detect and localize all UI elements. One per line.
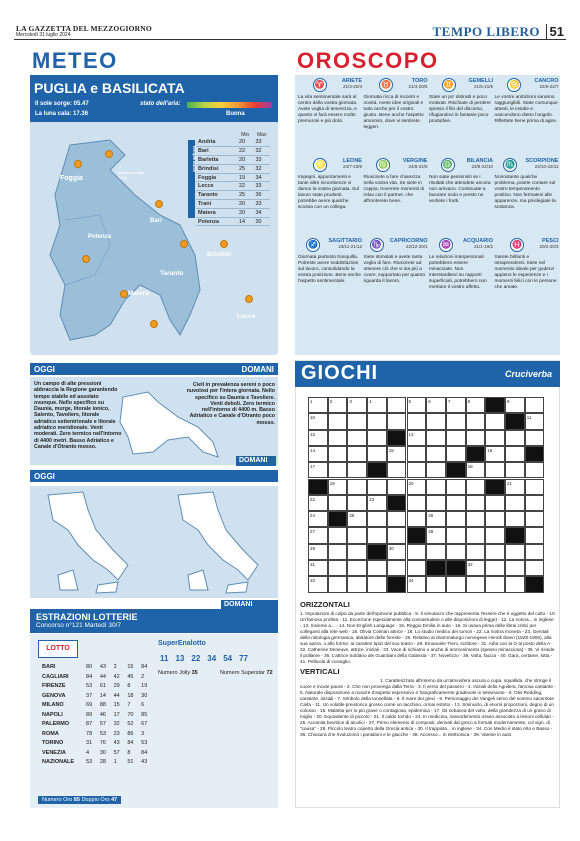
crossword-black-cell <box>525 576 545 592</box>
sunrise-text: Il sole sorge: 05.47 <box>35 101 89 107</box>
crossword-cell[interactable]: 20 <box>407 479 427 495</box>
crossword-cell[interactable] <box>328 430 348 446</box>
crossword-cell[interactable]: 30 <box>387 544 407 560</box>
lotterie-header <box>30 609 278 633</box>
sun-icon <box>105 150 113 158</box>
crossword-cell[interactable] <box>426 413 446 429</box>
crossword-cell[interactable] <box>387 511 407 527</box>
crossword-cell[interactable] <box>466 413 486 429</box>
map-label-lecce: Lecce <box>237 313 256 320</box>
crossword-black-cell <box>367 462 387 478</box>
crossword-cell[interactable] <box>525 397 545 413</box>
crossword-cell[interactable] <box>347 560 367 576</box>
horoscope-sign-gemelli: ♊ GEMELLI 21/5-21/6 State un po' distratti e poco motivati. Rischiate di perdere spesso il filo del discorso, rifugiandovi in fantasie poco produttive. <box>429 78 493 124</box>
crossword-cell[interactable] <box>347 495 367 511</box>
crossword-cell[interactable] <box>525 479 545 495</box>
table-row: FIRENZE 53 61 29 8 19 <box>42 683 148 689</box>
zodiac-icon: ♏ <box>503 158 517 172</box>
oggi-header: OGGI DOMANI <box>30 363 278 375</box>
issue-date: Mercoledì 31 luglio 2024 <box>16 32 71 38</box>
puglia-map <box>40 125 210 350</box>
crossword-cell[interactable] <box>446 479 466 495</box>
zodiac-icon: ♎ <box>441 158 455 172</box>
crossword-cell[interactable]: 29 <box>308 544 328 560</box>
crossword-black-cell <box>308 479 328 495</box>
table-row: GENOVA 37 14 44 18 30 <box>42 692 148 699</box>
crossword-cell[interactable]: 6 <box>426 397 446 413</box>
region-title: PUGLIA e BASILICATA <box>34 80 185 96</box>
table-row: NAZIONALE 53 28 1 51 43 <box>42 759 148 765</box>
crossword-cell[interactable] <box>347 446 367 462</box>
crossword-cell[interactable] <box>328 527 348 543</box>
crossword-cell[interactable] <box>347 479 367 495</box>
page-number: 51 <box>546 24 564 39</box>
crossword-black-cell <box>505 527 525 543</box>
air-label: stato dell'aria: <box>140 101 181 107</box>
superenalotto-number: 54 <box>223 654 233 663</box>
col-max: Max <box>257 132 267 138</box>
crossword-cell[interactable] <box>485 544 505 560</box>
crossword-cell[interactable] <box>367 446 387 462</box>
crossword-cell[interactable] <box>367 413 387 429</box>
crossword-black-cell <box>387 495 407 511</box>
crossword-cell[interactable] <box>466 544 486 560</box>
table-row: Potenza 14 30 <box>196 217 270 226</box>
table-row: NAPOLI 89 46 17 70 85 <box>42 711 148 718</box>
crossword-cell[interactable]: 7 <box>446 397 466 413</box>
zodiac-icon: ♓ <box>510 238 524 252</box>
zodiac-icon: ♐ <box>306 238 320 252</box>
crossword-cell[interactable] <box>407 511 427 527</box>
crossword-cell[interactable] <box>387 413 407 429</box>
crossword-cell[interactable] <box>407 446 427 462</box>
crossword-black-cell <box>407 527 427 543</box>
horoscope-sign-capricorno: ♑ CAPRICORNO 22/12-20/1 Siete stimolati e avete tanta voglia di fare. Riuscirete ad ottenere ciò che vi sta più a cuore, sopportato per quanto riguarda il lavoro. <box>363 238 428 284</box>
oroscopo-title: OROSCOPO <box>297 48 439 73</box>
crossword-cell[interactable] <box>426 430 446 446</box>
crossword-cell[interactable] <box>525 430 545 446</box>
crossword-cell[interactable] <box>387 462 407 478</box>
crossword-cell[interactable]: 15 <box>387 446 407 462</box>
crossword-cell[interactable] <box>505 495 525 511</box>
lotterie-subtitle: Concorso n°121 Martedì 30/7 <box>36 622 121 629</box>
crossword-cell[interactable] <box>466 527 486 543</box>
giochi-header <box>295 361 560 387</box>
crossword-cell[interactable] <box>446 511 466 527</box>
crossword-cell[interactable] <box>446 495 466 511</box>
crossword-black-cell <box>446 560 466 576</box>
crossword-cell[interactable] <box>328 560 348 576</box>
crossword-cell[interactable] <box>505 576 525 592</box>
crossword-cell[interactable]: 24 <box>308 511 328 527</box>
table-row: CAGLIARI 84 44 42 45 2 <box>42 673 145 680</box>
table-row: Brindisi 25 32 <box>196 164 270 173</box>
zodiac-icon: ♍ <box>376 158 390 172</box>
crossword-cell[interactable]: 11 <box>525 413 545 429</box>
air-quality-scale <box>187 102 272 108</box>
crossword-cell[interactable] <box>525 511 545 527</box>
superenalotto-logo: SuperEnalotto <box>158 640 206 647</box>
table-row: PALERMO 87 57 32 52 67 <box>42 721 148 727</box>
map-label-taranto: Taranto <box>160 270 184 277</box>
crossword-cell[interactable] <box>446 446 466 462</box>
map-label-bat: Barletta Andria Trani <box>118 170 145 180</box>
map-label-matera: Matera <box>128 290 149 297</box>
table-row: Foggia 19 34 <box>196 173 270 182</box>
italy-map-domani <box>168 490 268 596</box>
crossword-cell[interactable] <box>426 446 446 462</box>
superenalotto-number: 34 <box>207 654 217 663</box>
crossword-black-cell <box>466 446 486 462</box>
crossword-cell[interactable]: 28 <box>426 527 446 543</box>
zodiac-icon: ♌ <box>313 158 327 172</box>
zodiac-icon: ♉ <box>379 78 393 92</box>
crossword-cell[interactable]: 21 <box>505 479 525 495</box>
crossword-cell[interactable]: 17 <box>308 462 328 478</box>
superenalotto-numbers <box>158 654 250 663</box>
oggi-header-italy: OGGI <box>30 470 278 482</box>
crossword-cell[interactable] <box>387 479 407 495</box>
crossword-cell[interactable] <box>485 511 505 527</box>
horoscope-sign-cancro: ♋ CANCRO 22/6-22/7 Le vostre ambizioni saranno raggiungibili. State comunque attenti, le insidie e nascondono dietro l'angolo. Riflettete bene prima di agire. <box>494 78 559 124</box>
crossword-cell[interactable]: 14 <box>308 446 328 462</box>
crossword-cell[interactable]: 4 <box>367 397 387 413</box>
crossword-definitions <box>300 598 556 738</box>
jolly: Numero Jolly 35 <box>158 670 198 676</box>
crossword-cell[interactable] <box>446 544 466 560</box>
crossword-black-cell <box>485 479 505 495</box>
crossword-cell[interactable] <box>505 560 525 576</box>
sun-icon <box>150 320 158 328</box>
domani-text: Cieli in prevalenza sereni o poco nuvolosi per l'intera giornata. Nello specifico su Daunia e Tavoliere. Venti deboli. Zero termico nell'intorno di 4400 m. Basso Adriatico e Canale d'Otranto poco mosso. <box>186 382 275 426</box>
crossword-cell[interactable] <box>347 462 367 478</box>
domani-tab: DOMANI <box>236 456 276 466</box>
crossword-black-cell <box>387 576 407 592</box>
crossword-cell[interactable] <box>367 511 387 527</box>
zodiac-icon: ♋ <box>507 78 521 92</box>
sun-icon <box>245 295 253 303</box>
sun-icon <box>155 200 163 208</box>
horoscope-sign-leone: ♌ LEONE 23/7-23/8 Impegni, appuntamenti e tante altre incombenze vi danno la vostra giornata. Sul lavoro state prudenti, potrebbe avere qualche scossa con un collega. <box>298 158 362 210</box>
crossword-cell[interactable] <box>328 462 348 478</box>
map-label-foggia: Foggia <box>60 175 83 182</box>
moon-text: La luna cala: 17.36 <box>35 111 89 117</box>
cruciverba-label: Cruciverba <box>504 369 552 379</box>
lotterie-panel <box>30 634 278 808</box>
crossword-cell[interactable] <box>347 544 367 560</box>
horoscope-sign-scorpione: ♏ SCORPIONE 23/10-22/11 Nonostante qualche problema, potete contare sul vostro temperamento positivo. Non fermatevi alle apparenze, ma privilegiate la sostanza. <box>494 158 559 210</box>
crossword-cell[interactable]: 8 <box>466 397 486 413</box>
crossword-cell[interactable] <box>525 560 545 576</box>
sun-icon <box>74 160 82 168</box>
crossword-cell[interactable]: 3 <box>347 397 367 413</box>
crossword-cell[interactable] <box>525 495 545 511</box>
zodiac-icon: ♈ <box>313 78 327 92</box>
zodiac-icon: ♑ <box>370 238 384 252</box>
crossword-cell[interactable] <box>426 576 446 592</box>
col-min: Min <box>241 132 250 138</box>
crossword-cell[interactable] <box>505 544 525 560</box>
crossword-cell[interactable] <box>426 544 446 560</box>
lotto-table <box>38 662 153 769</box>
crossword-cell[interactable] <box>505 430 525 446</box>
crossword-cell[interactable] <box>446 527 466 543</box>
crossword-black-cell <box>446 462 466 478</box>
verticali-text: 1. Caratterizzato all'interno da un'atmosfera oscura o cupa, squallida, che stringe il cuore e incute paura - 2. Che non provenga dalla Terra - 3. Il verso del passero - 4. Iniziali dello Aguilera, famosa cantante - 5. Naturale disposizione a riuscire d'aspetto espressivo e fotograficamente gradevole in televisione - 6. Otis Redding, cantante, iniziali - 7. Simbolo della tonnellata - 8. Il mare dei greci - 9. Personaggio dei Vangeli servo del sommo sacerdote Caifa - 11. Un volatile preistorico grosso come un tacchino, ormai estinto - 13. Sminuirlo, di enorni proporzioni, degno di un colosso - 16. Malattia per lo più grave o contagiosa, epidemica - 17. Gli sebacea del volto, della grandezza di un grano di miglio - 20. Equivalente di piccolo - 21. Il caldo torrido - 24. In medicina, riassorbimento osseo associato a lesioni cellulari - 25. Accanita bevitrice di alcolici - 27. Primo elemento di composti, derivati dal greco a formati modernamente, col sign. di "causa" - 28. Piccolo teatro coperto della Grecia antica - 30. Il trappista... in inglese - 34. Con Medio è stato Alto e Basso - 36. Chiusura che rivoluzionò i pantaloni e le giacche - 38. Accesso... in elettronica - 39. Varese in auto <box>300 678 556 737</box>
table-row: VENEZIA 4 30 57 8 84 <box>42 749 148 756</box>
crossword-cell[interactable] <box>426 495 446 511</box>
crossword-cell[interactable] <box>466 430 486 446</box>
horoscope-sign-ariete: ♈ ARIETE 21/3-20/4 La vita sentimentale sarà al centro della vostra giornata. Avete voglia di tenerezza, e questo vi farà essere molto premurosi e più dolci. <box>298 78 362 124</box>
crossword-cell[interactable] <box>387 397 407 413</box>
crossword-cell[interactable]: 16 <box>485 446 505 462</box>
crossword-cell[interactable]: 1 <box>308 397 328 413</box>
crossword-cell[interactable]: 10 <box>308 413 328 429</box>
crossword-cell[interactable] <box>328 576 348 592</box>
crossword-cell[interactable] <box>446 430 466 446</box>
crossword-cell[interactable]: 5 <box>407 397 427 413</box>
table-row: Trani 20 33 <box>196 200 270 209</box>
oggi-text: Un campo di alte pressioni abbraccia la Regione garantendo tempo stabile ed assolato ovunque. Nello specifico su Daunia, murge, litorale ionico, Salento, Tavoliere, litorale adriatico settentrionale e litorale adriatico meridionale. Venti moderati. Zero termico nell'intorno di 4400 metri. Basso Adriatico e Canale d'Otranto mosso. <box>34 381 122 450</box>
meteo-title: METEO <box>32 48 118 73</box>
superstar: Numero Superstar 72 <box>220 670 273 676</box>
table-row: MILANO 69 88 15 7 6 <box>42 702 145 708</box>
crossword-cell[interactable] <box>525 462 545 478</box>
crossword-cell[interactable]: 12 <box>308 430 328 446</box>
table-row: Barletta 20 33 <box>196 156 270 165</box>
numero-oro: Numero Oro 85 Doppio Oro 47 <box>38 796 121 804</box>
crossword-cell[interactable] <box>485 430 505 446</box>
table-row: Lecce 22 33 <box>196 182 270 191</box>
crossword-grid[interactable] <box>308 397 544 593</box>
orizzontali-text: 1. Imputazioni di colpa da parte dell'opinione pubblica - 5. Il simulacro che rappresenta l'essere che è oggetto del culto - 10. Un'famoso profeta - 11. Eccezione (specialmente alla consuetudine o alle disposizioni di legge) - 12. La nonna... in inglese - 13. Insieme a... - 14. Non-English Language - 15. Reggio Emilia in auto - 16. Si usava prima delle librai critici per collegarsi alla rete web - 18. Olivia Colman attrice - 19. Lo studio medico dei tumori - 22. La nostra moneta - 23. Genitali della mitologia germanica, abitatore delle foreste - 26. Relativo al drammaturgo norvegese Henrik Ibsen (1828-1906), alla sua opera, o allo forme, ai caratteri tipici del suo teatro - 29. Emanuele Treni, scrittore - 31. Adìa con la O al posto della A - 32. Catherine Deneuve, attrice, iniziali - 33. Voce di richiamo o anche di ammonimento (spesso minacciosa) - 35. Vi risiede il pollame - 36. L'attrice Soldano dei Guardiani della Galassia - 37. Novelizzo - 39. Volta, faccia - 40. Gara, certame, lotta - 41. Pellicola di consiglio. <box>300 611 556 664</box>
lotto-logo: LOTTO <box>38 640 78 658</box>
crossword-black-cell <box>525 446 545 462</box>
crossword-cell[interactable] <box>485 576 505 592</box>
crossword-cell[interactable]: 9 <box>505 397 525 413</box>
sun-icon <box>220 240 228 248</box>
crossword-black-cell <box>387 430 407 446</box>
table-row: Andria 20 33 <box>196 138 270 147</box>
publication-name: LA GAZZETTA DEL MEZZOGIORNO <box>16 24 152 33</box>
crossword-cell[interactable] <box>367 527 387 543</box>
crossword-cell[interactable] <box>485 495 505 511</box>
crossword-cell[interactable] <box>485 560 505 576</box>
crossword-cell[interactable] <box>505 446 525 462</box>
table-row: Taranto 25 36 <box>196 191 270 200</box>
crossword-cell[interactable]: 23 <box>367 495 387 511</box>
zodiac-icon: ♒ <box>439 238 453 252</box>
crossword-cell[interactable] <box>485 413 505 429</box>
crossword-cell[interactable] <box>466 576 486 592</box>
horoscope-sign-vergine: ♍ VERGINE 24/8-22/9 Riuscirete a fare chiarezza nella vostra vita. Se siete in coppia, troverete momenti di relax con il partner, che affronterete bene. <box>363 158 428 204</box>
sun-icon <box>120 290 128 298</box>
oroscopo-panel <box>295 75 560 355</box>
crossword-cell[interactable] <box>525 527 545 543</box>
crossword-cell[interactable] <box>505 462 525 478</box>
zodiac-icon: ♊ <box>442 78 456 92</box>
crossword-cell[interactable] <box>407 495 427 511</box>
crossword-cell[interactable] <box>407 560 427 576</box>
crossword-cell[interactable] <box>347 527 367 543</box>
crossword-cell[interactable] <box>407 462 427 478</box>
sun-icon <box>180 240 188 248</box>
superenalotto-number: 22 <box>191 654 201 663</box>
crossword-cell[interactable] <box>387 560 407 576</box>
crossword-cell[interactable] <box>328 544 348 560</box>
table-row: BARI 80 43 2 15 84 <box>42 664 148 670</box>
giochi-title: GIOCHI <box>301 362 379 384</box>
crossword-cell[interactable] <box>367 560 387 576</box>
map-label-brindisi: Brindisi <box>207 251 232 258</box>
orizzontali-title: ORIZZONTALI <box>300 600 350 609</box>
table-row: ROMA 78 53 23 86 3 <box>42 730 145 737</box>
crossword-cell[interactable] <box>367 576 387 592</box>
superenalotto-number: 11 <box>160 654 169 663</box>
crossword-cell[interactable] <box>367 479 387 495</box>
crossword-black-cell <box>485 397 505 413</box>
map-label-bari: Bari <box>150 218 162 224</box>
crossword-cell[interactable] <box>328 446 348 462</box>
crossword-cell[interactable] <box>446 413 466 429</box>
crossword-cell[interactable] <box>485 527 505 543</box>
crossword-cell[interactable] <box>328 495 348 511</box>
crossword-black-cell <box>505 413 525 429</box>
crossword-cell[interactable] <box>525 544 545 560</box>
superenalotto-number: 77 <box>239 654 248 663</box>
domani-tab-italy: DOMANI <box>221 600 278 610</box>
crossword-black-cell <box>328 511 348 527</box>
crossword-cell[interactable] <box>407 544 427 560</box>
crossword-cell[interactable] <box>328 413 348 429</box>
crossword-cell[interactable] <box>466 495 486 511</box>
crossword-cell[interactable] <box>485 462 505 478</box>
map-label-potenza: Potenza <box>88 234 112 240</box>
crossword-cell[interactable]: 25 <box>347 511 367 527</box>
horoscope-sign-sagittario: ♐ SAGITTARIO 23/11-21/12 Giornata piuttosto tranquilla. Potreste avere soddisfazioni sul lavoro, consolidando la vostra posizione. Bene anche l'aspetto sentimentale. <box>298 238 362 284</box>
table-row: Bari 22 32 <box>196 147 270 156</box>
superenalotto-number: 13 <box>175 654 185 663</box>
lotterie-title: ESTRAZIONI LOTTERIE <box>36 612 138 622</box>
table-row: TORINO 31 76 43 84 53 <box>42 740 148 746</box>
crossword-cell[interactable] <box>347 413 367 429</box>
crossword-cell[interactable] <box>505 511 525 527</box>
crossword-cell[interactable] <box>446 576 466 592</box>
crossword-cell[interactable] <box>367 430 387 446</box>
crossword-cell[interactable]: 18 <box>466 462 486 478</box>
table-row: Matera 20 34 <box>196 208 270 217</box>
sun-icon <box>82 255 90 263</box>
crossword-cell[interactable] <box>466 511 486 527</box>
page-header <box>14 24 566 40</box>
crossword-cell[interactable] <box>347 576 367 592</box>
crossword-cell[interactable] <box>426 479 446 495</box>
crossword-cell[interactable]: 13 <box>407 430 427 446</box>
crossword-cell[interactable]: 32 <box>466 560 486 576</box>
crossword-cell[interactable]: 22 <box>308 495 328 511</box>
crossword-cell[interactable] <box>407 413 427 429</box>
crossword-black-cell <box>367 544 387 560</box>
crossword-cell[interactable]: 19 <box>328 479 348 495</box>
crossword-cell[interactable] <box>466 479 486 495</box>
italy-map-oggi <box>38 490 138 596</box>
crossword-cell[interactable]: 26 <box>426 511 446 527</box>
crossword-cell[interactable] <box>387 527 407 543</box>
crossword-cell[interactable] <box>426 462 446 478</box>
temperature-label: Temperature <box>192 145 197 172</box>
horoscope-sign-pesci: ♓ PESCI 20/2-20/3 Sarete brillanti e intraprendenti. Siete nel momento ideale per godervi appieno le esperienze e i momenti felici con le persone che amate. <box>494 238 559 290</box>
crossword-black-cell <box>426 560 446 576</box>
crossword-cell[interactable] <box>347 430 367 446</box>
air-quality-value: Buona <box>226 111 245 117</box>
crossword-cell[interactable]: 33 <box>308 576 328 592</box>
crossword-cell[interactable]: 31 <box>308 560 328 576</box>
horoscope-sign-acquario: ♒ ACQUARIO 21/1-19/2 Le relazioni interpersonali potrebbero essere minacciate. Non interstarditevi su rapporti superficiali, potrebbero non meritare il vostro affetto. <box>429 238 493 290</box>
horoscope-sign-bilancia: ♎ BILANCIA 23/9-22/10 Non siate pessimisti se i risultati che attendete ancora non arrivano. Continuate a lavorare sodo e presto ne vedrete i frutti. <box>429 158 493 204</box>
temperature-table <box>196 132 270 226</box>
crossword-cell[interactable]: 34 <box>407 576 427 592</box>
section-title: TEMPO LIBERO <box>432 24 540 39</box>
horoscope-sign-toro: ♉ TORO 21/4-20/5 Giornata ricca di incontri e novità. Avete idee originali e tutto anche per il vostro giusto. Bene anche l'aspetto amoroso, dove vi sentirete leggeri. <box>363 78 428 130</box>
crossword-cell[interactable]: 2 <box>328 397 348 413</box>
verticali-title: VERTICALI <box>300 667 340 676</box>
crossword-cell[interactable]: 27 <box>308 527 328 543</box>
